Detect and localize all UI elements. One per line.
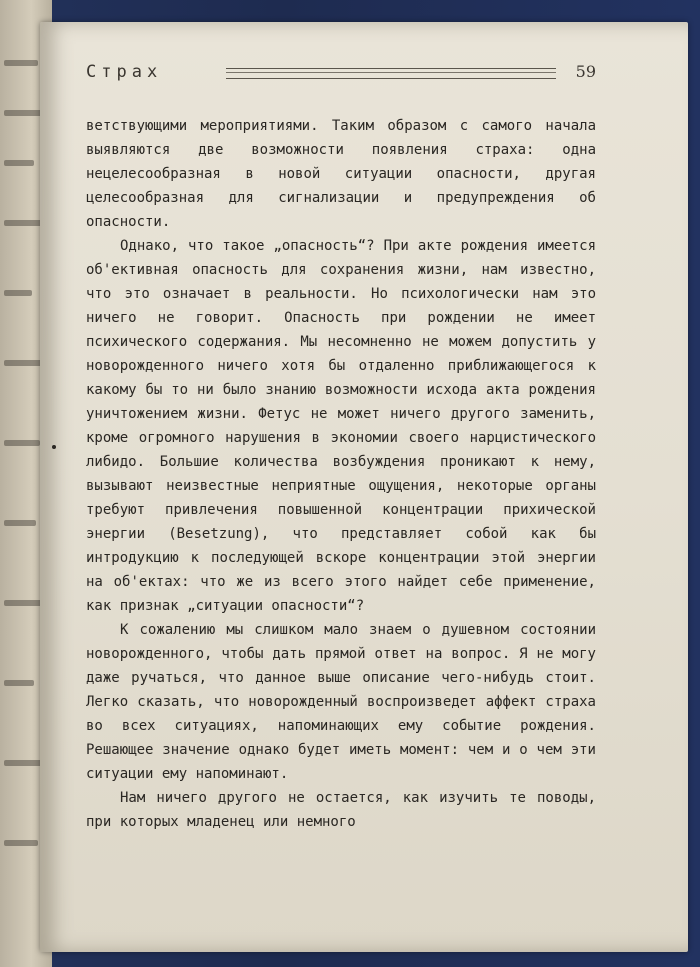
- paragraph: Нам ничего другого не остается, как изучить те поводы, при которых младенец или немного: [86, 790, 596, 830]
- running-title: Страх: [86, 62, 163, 82]
- page-number: 59: [575, 62, 596, 81]
- ghost-line: [4, 520, 36, 526]
- paragraph: Однако, что такое „опасность“? При акте рождения имеется об'ективная опасность для сохранения жизни, нам известно, что это означает в реальности. Но психологически нам это ничего не говорит. Опасность при рождении не имеет психического содержания. Мы несомненно не можем допустить у новорожденного ничего хотя бы отдаленно приближающегося к какому бы то ни было знанию возможности исхода акта рождения уничтожением жизни. Фетус не может ничего другого заменить, кроме огромного нарушения в экономии своего нарцистического либидо. Большие количества возбуждения проникают к нему, вызывают неизвестные неприятные ощущения, некоторые органы требуют привлечения повышенной концентрации прихической энергии (Besetzung), что представляет собой как бы интродукцию к последующей вскоре концентрации этой энергии на об'ектах: что же из всего этого найдет себе применение, как признак „ситуации опасности“?: [86, 238, 596, 614]
- header-rule: [226, 68, 556, 79]
- paragraph: ветствующими мероприятиями. Таким образом с самого начала выявляются две возможности появления страха: одна нецелесообразная в новой ситуации опасности, другая целесообразная для сигнализации и предупреждения об опасности.: [86, 118, 596, 230]
- body-text: [86, 114, 596, 834]
- paragraph: К сожалению мы слишком мало знаем о душевном состоянии новорожденного, чтобы дать прямой ответ на вопрос. Я не могу даже ручаться, что данное выше описание чего-нибудь стоит. Легко сказать, что новорожденный воспроизведет аффект страха во всех ситуациях, напоминающих ему событие рождения. Решающее значение однако будет иметь момент: чем и о чем эти ситуации ему напоминают.: [86, 622, 596, 782]
- ghost-line: [4, 760, 42, 766]
- ghost-line: [4, 220, 42, 226]
- page-header: [86, 62, 596, 86]
- margin-mark: [52, 445, 56, 449]
- ghost-line: [4, 290, 32, 296]
- ghost-line: [4, 110, 44, 116]
- ghost-line: [4, 60, 38, 66]
- ghost-line: [4, 680, 34, 686]
- ghost-line: [4, 440, 40, 446]
- ghost-line: [4, 600, 44, 606]
- ghost-line: [4, 840, 38, 846]
- ghost-line: [4, 160, 34, 166]
- ghost-line: [4, 360, 44, 366]
